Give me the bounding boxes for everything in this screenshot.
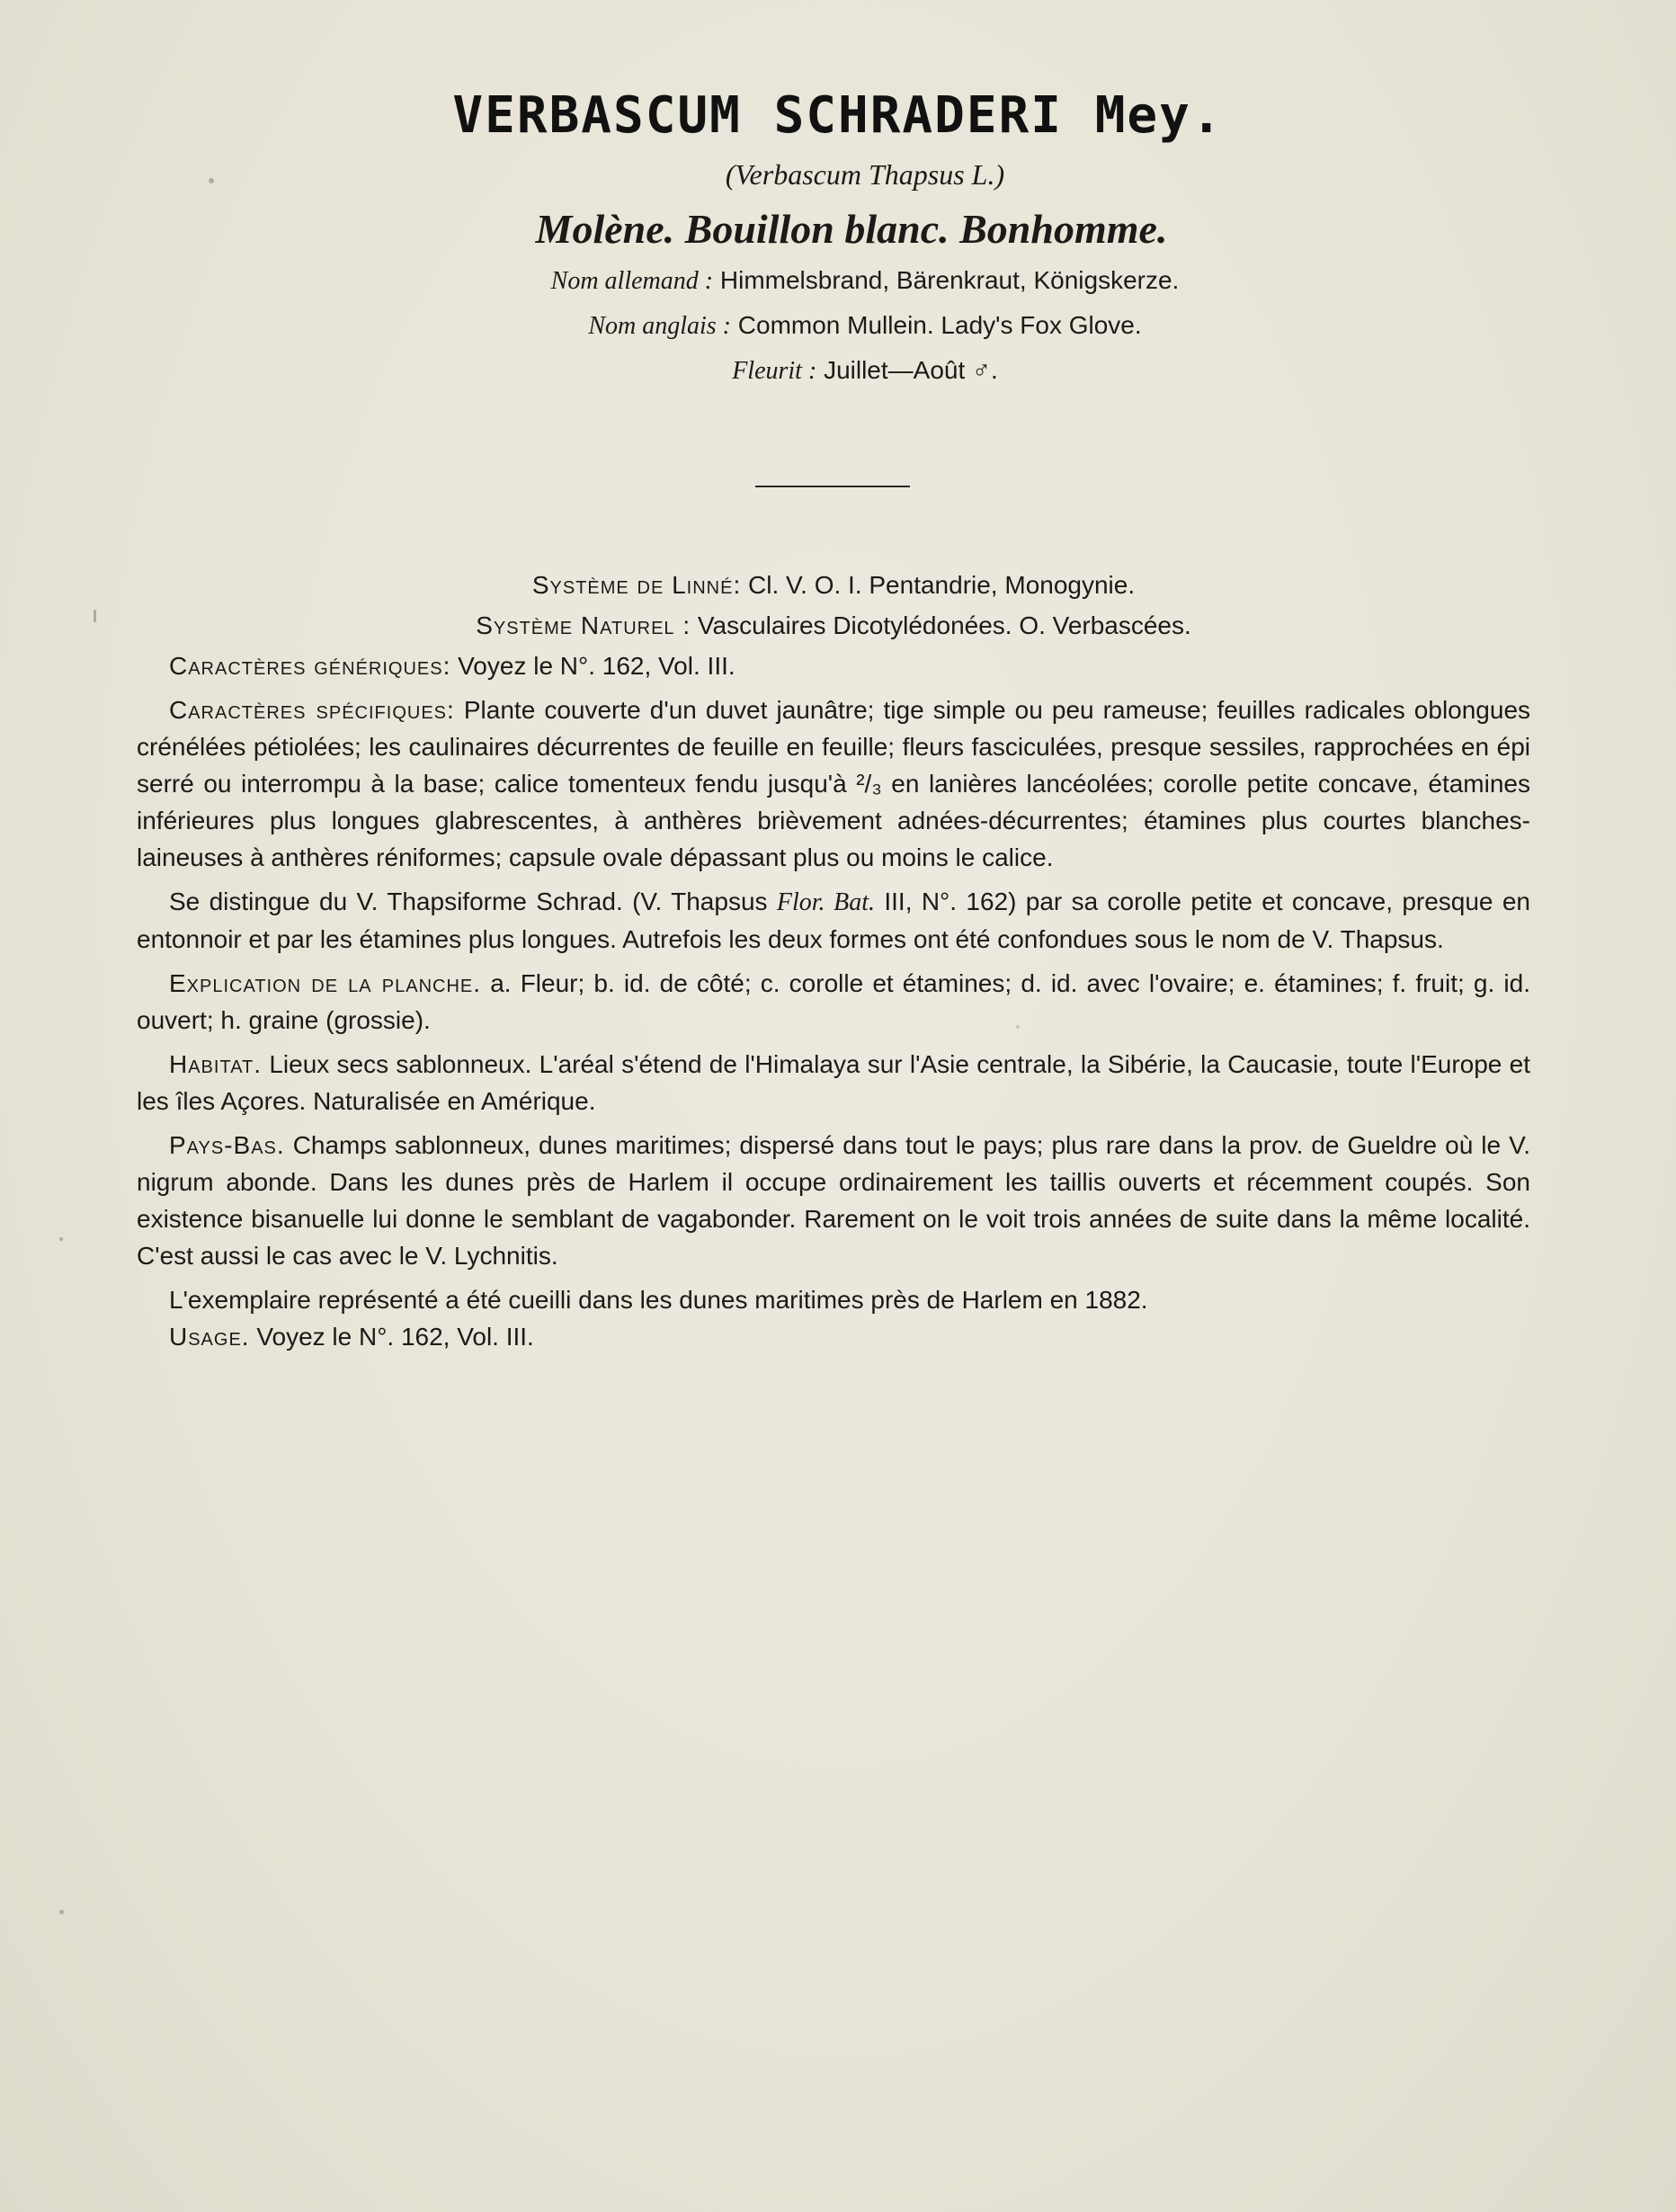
linne-system [137, 566, 1530, 603]
flowering-label: Fleurit : [732, 357, 817, 385]
natural-system [137, 607, 1530, 644]
specifiques-value: Plante couverte d'un duvet jaunâtre; tige simple ou peu rameuse; feuilles radicales oblongues crénélées pétiolées; les caulinaires décurrentes de feuille en feuille; fleurs fasciculées, presque sessiles, rapprochées en épi serré ou interrompu à la base; calice tomenteux fendu jusqu'à ²/₃ en lanières lancéolées; corolle petite concave, étamines inférieures plus longues glabrescentes, à anthères brièvement adnées-décurrentes; étamines plus courtes blanches-laineuses à anthères réniformes; capsule ovale dépassant plus ou moins le calice. [137, 696, 1531, 871]
usage-label: Usage. [169, 1323, 250, 1351]
habitat-label: Habitat. [169, 1050, 263, 1078]
paper-speck [59, 1910, 64, 1914]
generiques-value: Voyez le N°. 162, Vol. III. [458, 652, 735, 680]
distinction-part1: Se distingue du V. Thapsiforme Schrad. (V. Thapsus [169, 887, 777, 915]
page-title: VERBASCUM SCHRADERI Mey. [452, 86, 1224, 145]
paper-speck [94, 610, 96, 622]
naturel-label: Système Naturel : [476, 611, 691, 639]
plate-explanation [137, 965, 1530, 1039]
specifiques-label: Caractères spécifiques: [169, 696, 455, 724]
divider-rule [755, 486, 910, 487]
distinction-ref: Flor. Bat. [776, 888, 876, 916]
synonym: (Verbascum Thapsus L.) [725, 158, 1005, 191]
german-name-label: Nom allemand : [550, 267, 714, 295]
specimen-note: L'exemplaire représenté a été cueilli dans les dunes maritimes près de Harlem en 1882. [169, 1286, 1148, 1314]
generiques-label: Caractères génériques: [169, 652, 451, 680]
paysbas-value: Champs sablonneux, dunes maritimes; dispersé dans tout le pays; plus rare dans la prov. de Gueldre où le V. nigrum abonde. Dans les dunes près de Harlem il occupe ordinairement les taillis ouverts et récemment coupés. Son existence bisanuelle lui donne le semblant de vagabonder. Rarement on le voit trois années de suite dans la même localité. C'est aussi le cas avec le V. Lychnitis. [137, 1131, 1530, 1270]
distinction-part2: III, N°. 162) par sa corolle petite et concave, presque en entonnoir et par les étamines plus longues. Autrefois les deux formes ont été confondues sous le nom de V. Thapsus. [137, 887, 1531, 953]
generic-characters [137, 647, 1530, 684]
english-name-label: Nom anglais : [588, 312, 732, 340]
paysbas-paragraph [137, 1127, 1530, 1274]
flowering-value: Juillet—Août ♂. [824, 356, 998, 384]
flowering [0, 356, 1676, 386]
paper-speck [1016, 1025, 1020, 1029]
paper-speck [209, 178, 214, 183]
linne-label: Système de Linné: [531, 571, 742, 599]
habitat-value: Lieux secs sablonneux. L'aréal s'étend de l'Himalaya sur l'Asie centrale, la Sibérie, la Caucasie, toute l'Europe et les îles Açores. Naturalisée en Amérique. [137, 1050, 1530, 1115]
english-name [0, 311, 1676, 341]
description-body [137, 566, 1530, 1362]
paper-speck [59, 1237, 63, 1241]
usage-paragraph [137, 1318, 1530, 1355]
usage-value: Voyez le N°. 162, Vol. III. [256, 1323, 534, 1351]
specific-characters [137, 691, 1530, 876]
common-names: Molène. Bouillon blanc. Bonhomme. [535, 206, 1168, 252]
linne-value: Cl. V. O. I. Pentandrie, Monogynie. [748, 571, 1136, 599]
paysbas-label: Pays-Bas. [169, 1131, 285, 1159]
naturel-value: Vasculaires Dicotylédonées. O. Verbascées. [697, 611, 1191, 639]
german-name-value: Himmelsbrand, Bärenkraut, Königskerze. [719, 266, 1180, 294]
german-name [0, 266, 1676, 296]
habitat-paragraph [137, 1046, 1530, 1119]
explication-value: a. Fleur; b. id. de côté; c. corolle et étamines; d. id. avec l'ovaire; e. étamines; f. fruit; g. id. ouvert; h. graine (grossie). [137, 969, 1530, 1034]
explication-label: Explication de la planche. [169, 969, 482, 997]
english-name-value: Common Mullein. Lady's Fox Glove. [737, 311, 1142, 339]
distinction-paragraph [137, 883, 1530, 958]
